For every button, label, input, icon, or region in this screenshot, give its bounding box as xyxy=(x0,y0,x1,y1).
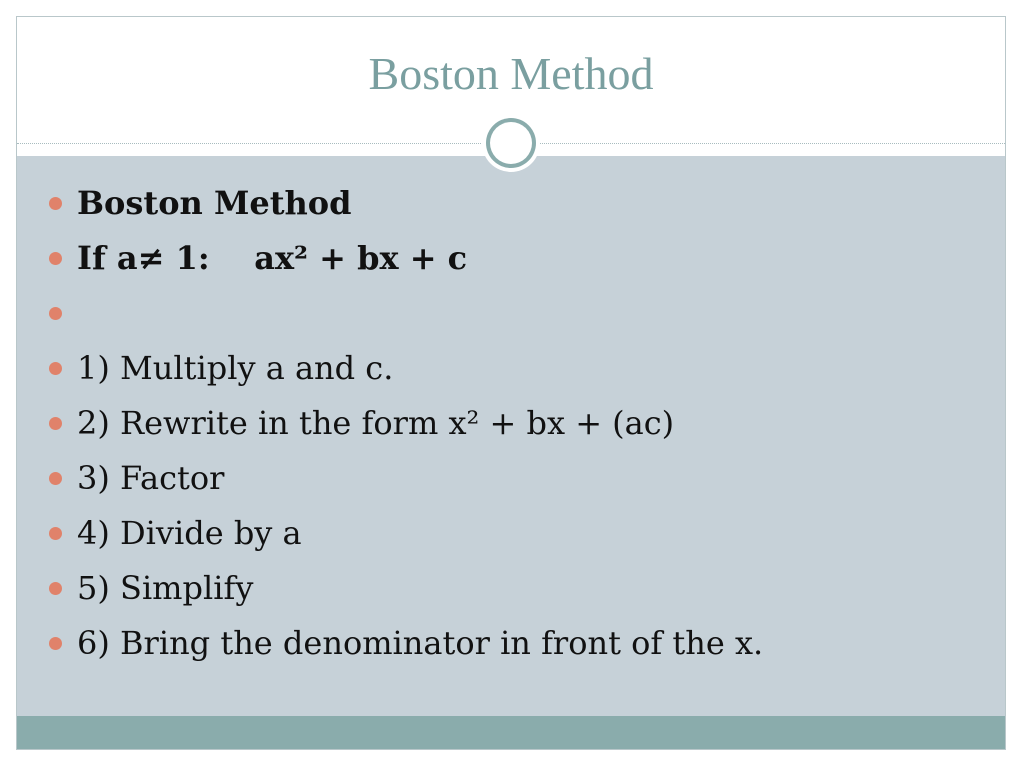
bullet-text: 2) Rewrite in the form x² + bx + (ac) xyxy=(77,404,675,442)
divider-circle-icon xyxy=(482,114,540,172)
bullet-item xyxy=(47,396,987,451)
bullet-item xyxy=(47,451,987,506)
bullet-dot-icon xyxy=(49,527,62,540)
bullet-dot-icon xyxy=(49,362,62,375)
circle-ring xyxy=(486,118,536,168)
bullet-item xyxy=(47,176,987,231)
bullet-item xyxy=(47,286,987,341)
bullet-dot-icon xyxy=(49,637,62,650)
bullet-text: 5) Simplify xyxy=(77,569,254,607)
bullet-text: 3) Factor xyxy=(77,459,225,497)
circle-inner xyxy=(490,122,532,164)
bullet-item xyxy=(47,561,987,616)
bullet-item xyxy=(47,341,987,396)
bullet-list xyxy=(47,176,987,671)
bullet-text: 4) Divide by a xyxy=(77,514,302,552)
bullet-item xyxy=(47,231,987,286)
bullet-dot-icon xyxy=(49,307,62,320)
bullet-item xyxy=(47,506,987,561)
bullet-dot-icon xyxy=(49,197,62,210)
bullet-item xyxy=(47,616,987,671)
bullet-dot-icon xyxy=(49,417,62,430)
bullet-text: 6) Bring the denominator in front of the x. xyxy=(77,624,764,662)
slide-title: Boston Method xyxy=(368,48,654,99)
bullet-text: Boston Method xyxy=(77,184,352,222)
bullet-text: 1) Multiply a and c. xyxy=(77,349,394,387)
bullet-dot-icon xyxy=(49,582,62,595)
footer-band xyxy=(17,716,1005,750)
bullet-dot-icon xyxy=(49,252,62,265)
content-area xyxy=(17,156,1005,716)
bullet-dot-icon xyxy=(49,472,62,485)
slide-frame xyxy=(16,16,1006,750)
bullet-text: If a≠ 1: ax² + bx + c xyxy=(77,239,468,277)
